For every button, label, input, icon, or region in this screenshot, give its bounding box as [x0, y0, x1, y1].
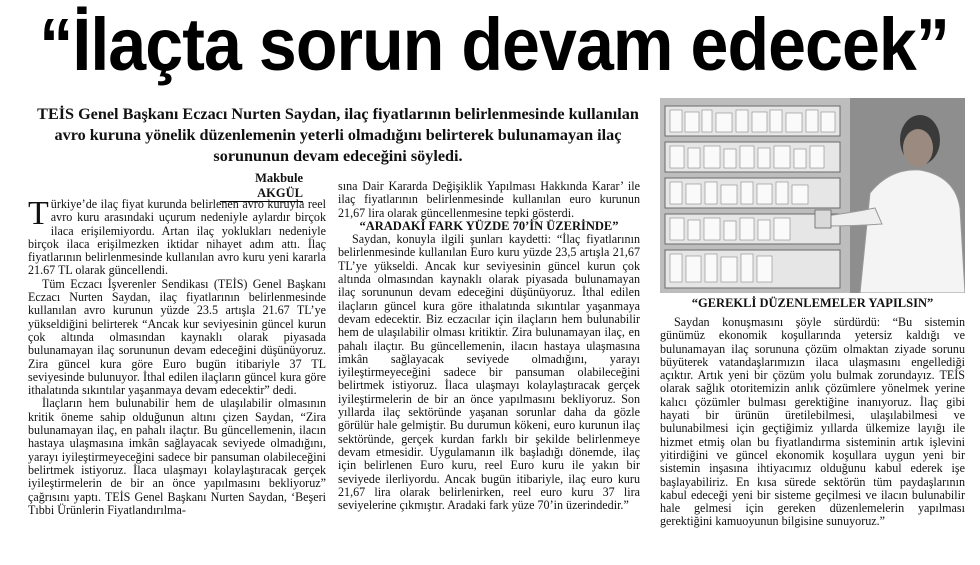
- paragraph: Tüm Eczacı İşverenler Sendikası (TEİS) Genel Başkanı Eczacı Nurten Saydan, ilaç fiyatlarının belirlenmesinde kullanılan avro kurunun yüzde 23.5 artışla 21.67 TL’ye yükseldiğini belirterek “Ancak kur seviyesinin güncel kurun çok altında olmasından kaynaklı olarak piyasada bulunamayan ilaç sorununun devam edeceğini düşünüyoruz. Zira güncel kura göre Euro bugün itibariyle 37 TL seviyesinde bulunuyor. İthal edilen ilaçların güncel kura göre ithalatında sıkıntılar yaşanmaya devam edecektir” dedi.: [28, 276, 326, 398]
- headline: “İlaçta sorun devam edecek”: [39, 3, 950, 86]
- paragraph: [28, 195, 326, 278]
- lead-paragraph: TEİS Genel Başkanı Eczacı Nurten Saydan, ilaç fiyatlarının belirlenmesinde kullanılan avro kuruna yönelik düzenlemenin yeterli olmadığını belirterek bulunamayan ilaç sorununun devam edeceğini söyledi.: [37, 105, 639, 165]
- pharmacy-photo: [660, 98, 965, 293]
- photo-caption: “GEREKLİ DÜZENLEMELER YAPILSIN”: [691, 296, 934, 310]
- paragraph: İlaçların hem bulunabilir hem de ulaşılabilir olmasının kritik öneme sahip olduğunun altını çizen Saydan, “Zira bulunamayan ilaç, en pahalı ilaçtır. Bu güncellemenin, ilacın hastaya ulaşmasına imkân sağlayacak seviyede olmadığını, yarayı iyileştirmeyeceğini sadece bir pansuman olabileceğini belirtmek istiyoruz. İlaca ulaşmayı kolaylaştıracak gerçek iyileştirmelerin de bir an önce yapılmasını bekliyoruz” çağrısını yaptı. TEİS Genel Başkanı Nurten Saydan, ‘Beşeri Tıbbi Ürünlerin Fiyatlandırılma-: [28, 396, 326, 517]
- paragraph-text: ürkiye’de ilaç fiyat kurunda belirlenen avro kuruyla reel avro kuru arasındaki uçurum nedeniyle aylardır birçok ilaca erişilemiyordu. Artan ilaç yoklukları nedeniyle birçok ilaca erişilmezken iktidar nihayet adım attı. İlaç fiyatlarının belirlenmesinde kullanılan avro kuru yeni kararla 21.67 TL olarak güncellendi.: [28, 197, 326, 278]
- subheading: “ARADAKİ FARK YÜZDE 70’İN ÜZERİNDE”: [359, 218, 619, 233]
- drop-cap: T: [28, 195, 49, 232]
- article-column-1: [28, 195, 326, 517]
- paragraph: Saydan, konuyla ilgili şunları kaydetti: “İlaç fiyatlarının belirlenmesinde kullanılan Euro kuru yüzde 23,5 artışla 21,67 TL’ye yükseldi. Ancak kur seviyesinin güncel kurun çok altında olmasından kaynaklı olarak piyasada bulunamayan ilaç sorununun devam edeceğini düşünüyoruz. İthal edilen ilaçların güncel kura göre ithalatında sıkıntılar yaşanmaya devam edecektir. Biz eczacılar için ilaçların hem bulunabilir hem de ulaşılabilir olması kritiktir. Zira bulunamayan ilaç, en pahalı ilaçtır. Bu güncellemenin, ilacın hastaya ulaşmasına imkân sağlayacak seviyede olmadığını, yarayı iyileştirmeyeceğini sadece bir pansuman olabileceğini belirtmek istiyoruz. İlaca ulaşmayı kolaylaştıracak gerçek iyileştirmelerin de bir an önce yapılmasını bekliyoruz. Son yıllarda ilaç sektöründe yaşanan sorunlar daha da gözle görülür hale gelmiştir. Bu durumun kökeni, euro kurunun ilaç sektöründe, gerçek kurdan farklı bir şekilde belirlenmeye devam etmesidir. Uygulamanın ilk başladığı dönemde, ilaç için belirlenen Euro kuru, reel Euro kuru ile yakın bir seviyede ilerliyordu. Ancak bugün itibariyle, ilaç euro kuru 21,67 lira olarak belirlenirken, reel euro kuru 37 lira seviyelerine çıkmıştır. Aradaki fark yüze 70’in üzerindedir.”: [338, 232, 640, 513]
- paragraph: sına Dair Kararda Değişiklik Yapılması Hakkında Karar’ ile ilaç fiyatlarının belirlenmesinde kullanılan euro kurunun 21,67 lira olarak güncellenmesine tepki gösterdi.: [338, 179, 640, 220]
- article-column-2: [338, 180, 640, 512]
- paragraph: Saydan konuşmasını şöyle sürdürdü: “Bu sistemin günümüz ekonomik koşullarında yetersiz kaldığı ve bulunamayan ilaç sorununa çözüm olmaktan ziyade sorunu büyüterek vatandaşlarımızın ilaca ulaşmasını engellediği açıktır. Artık yeni bir çözüm yolu bulmak zorundayız. TEİS olarak sağlık otoritemizin anlık çözümlere yönelmek yerine kalıcı çözümler bulması gerektiğine inanıyoruz. İlaç gibi hayati bir ürünün üretilebilmesi, ulaşılabilmesi ve bulunabilmesi için geçtiğimiz yıllarda ülkemize layığı ile hizmet etmiş olan bu fiyatlandırma sisteminin artık işlevini yitirdiğini ve güncel ekonomik koşullara uygun yeni bir sistemin inşasına ihtiyacımız olduğunu kabul ederek işe başlayabiliriz. En kısa sürede sektörün tüm paydaşlarının kabul edeceği yeni bir sisteme geçilmesi ve ilacın bulunabilir hale gelmesi için gereken düzenlemelerin yapılması gerektiğini kamuoyunun bilgisine sunuyoruz.”: [660, 315, 965, 529]
- byline: Makbule AKGÜL: [220, 171, 303, 202]
- pharmacist-shelves-image: [660, 98, 965, 293]
- article-column-3: [660, 316, 965, 529]
